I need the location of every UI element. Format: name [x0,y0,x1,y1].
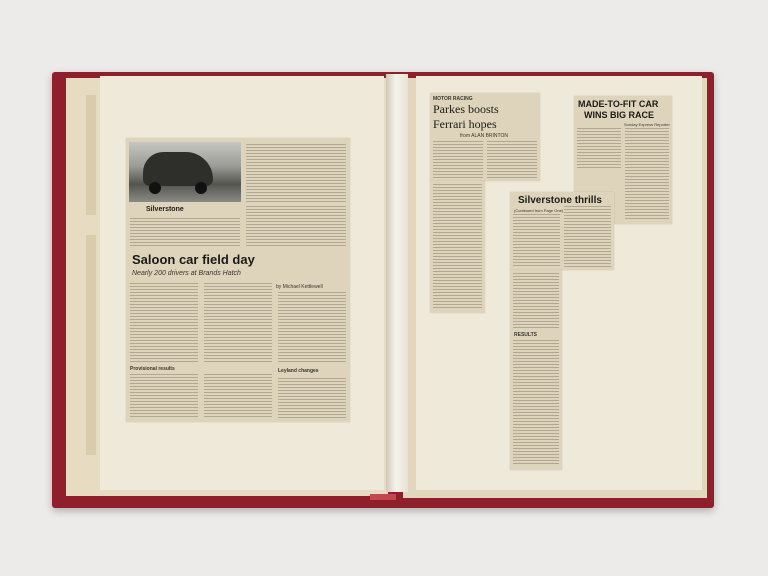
headline-line-1: MADE-TO-FIT CAR [578,99,659,109]
text-column [433,141,483,179]
byline: by Michael Kettlewell [276,284,323,290]
cut-stub [86,235,96,455]
text-column [513,340,559,466]
text-column [433,184,482,310]
results-label: RESULTS [514,332,537,338]
byline: from ALAN BRINTON [460,133,508,139]
text-column [130,283,198,363]
text-column [204,374,272,418]
text-column [278,378,346,418]
subheadline: Nearly 200 drivers at Brands Hatch [132,270,241,277]
newspaper-clipping-parkes-cont [430,181,485,313]
newspaper-clipping-silverstone [510,192,614,270]
photo-caption: Silverstone [146,206,184,213]
text-column [577,128,621,168]
list-header: Provisional results [130,366,175,372]
text-column [278,292,346,364]
text-column [564,206,611,268]
byline: Sunday Express Reporter [624,122,670,127]
wheel [149,182,161,194]
race-car-photo [129,142,241,202]
text-column [130,374,198,418]
spine-tab [370,494,396,500]
text-column [130,218,240,248]
kicker: MOTOR RACING [433,96,473,102]
headline: Saloon car field day [132,252,255,267]
text-column [625,128,669,220]
section-heading: Leyland changes [278,368,319,374]
continued-note: (Continued from Page One) [514,208,564,213]
text-column [246,206,346,248]
headline-line-2: WINS BIG RACE [584,110,655,120]
car-shape [143,152,213,186]
text-column [513,273,559,329]
text-column [487,141,537,179]
text-column [246,144,346,202]
headline: Silverstone thrills [518,195,602,206]
wheel [195,182,207,194]
cut-stub [86,95,96,215]
text-column [513,214,560,268]
newspaper-clipping-parkes [430,93,540,181]
headline-line-2: Ferrari hopes [433,117,497,131]
newspaper-clipping-silverstone-cont [510,270,562,470]
newspaper-clipping-left [126,138,350,422]
book-gutter [386,74,408,492]
headline-line-1: Parkes boosts [433,102,499,116]
text-column [204,283,272,363]
